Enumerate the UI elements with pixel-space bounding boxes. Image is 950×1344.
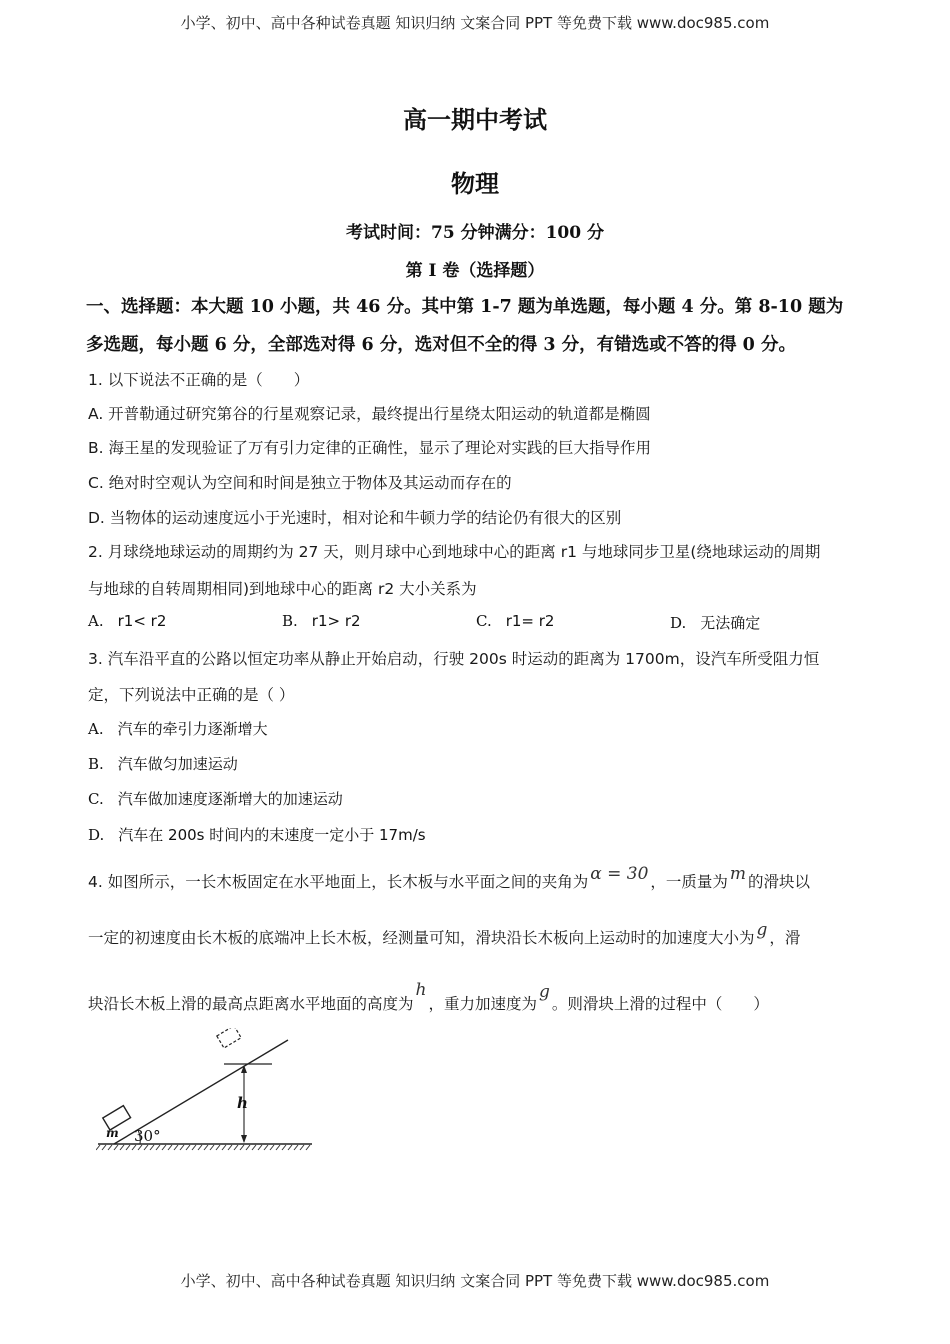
section-instructions-line1: 一、选择题：本大题 10 小题，共 46 分。其中第 1-7 题为单选题，每小题 4 分。第 8-10 题为 [86,297,844,317]
q4-stem-line2: 一定的初速度由长木板的底端冲上长木板，经测量可知，滑块沿长木板向上运动时的加速度大小为 g ，滑 [88,920,801,947]
q3-option-a: A. 汽车的牵引力逐渐增大 [88,720,268,738]
q2-option-a: A. r1< r2 [88,612,167,630]
volume-heading: 第 I 卷（选择题） [405,261,545,281]
ground-line [96,1144,312,1150]
q4-stem-line3: 块沿长木板上滑的最高点距离水平地面的高度为h，重力加速度为g。则滑块上滑的过程中（ ） [88,980,769,1013]
q1-stem: 1. 以下说法不正确的是（ ） [88,371,310,389]
gravity-symbol: g [538,982,550,1002]
q1-option-b: B. 海王星的发现验证了万有引力定律的正确性，显示了理论对实践的巨大指导作用 [88,439,651,457]
subject-title: 物理 [451,169,499,198]
height-symbol: h [415,980,427,1000]
q1-option-d: D. 当物体的运动速度远小于光速时，相对论和牛顿力学的结论仍有很大的区别 [88,509,622,527]
q3-option-c: C. 汽车做加速度逐渐增大的加速运动 [88,790,343,808]
q3-option-d: D. 汽车在 200s 时间内的末速度一定小于 17m/s [88,826,426,844]
q1-option-c: C. 绝对时空观认为空间和时间是独立于物体及其运动而存在的 [88,474,512,492]
bottom-banner: 小学、初中、高中各种试卷真题 知识归纳 文案合同 PPT 等免费下载 www.doc985.com [180,1272,770,1290]
q2-option-c: C. r1= r2 [476,612,555,630]
incline-figure [96,1028,316,1156]
q2-option-b: B. r1> r2 [282,612,361,630]
exam-info: 考试时间：75 分钟满分：100 分 [346,223,604,243]
page-title: 高一期中考试 [403,105,547,134]
height-arrow-up [241,1065,247,1073]
q4-stem-line1: 4. 如图所示，一长木板固定在水平地面上，长木板与水平面之间的夹角为 α = 30 ，一质量为 m 的滑块以 [88,864,811,891]
q3-stem-line2: 定，下列说法中正确的是（ ） [88,686,295,704]
top-banner: 小学、初中、高中各种试卷真题 知识归纳 文案合同 PPT 等免费下载 www.doc985.com [180,14,770,32]
height-label: h [237,1094,248,1112]
acceleration-symbol: g [756,920,768,940]
dashed-block-top [217,1028,241,1048]
q1-option-a: A. 开普勒通过研究第谷的行星观察记录，最终提出行星绕太阳运动的轨道都是椭圆 [88,405,651,423]
q2-option-d: D. 无法确定 [670,614,761,632]
q3-option-b: B. 汽车做匀加速运动 [88,755,238,773]
alpha-expression: α = 30 [590,864,649,884]
q3-stem-line1: 3. 汽车沿平直的公路以恒定功率从静止开始启动，行驶 200s 时运动的距离为 1700m，设汽车所受阻力恒 [88,650,820,668]
mass-symbol: m [729,864,747,884]
q2-stem-line2: 与地球的自转周期相同)到地球中心的距离 r2 大小关系为 [88,580,477,598]
height-arrow-down [241,1135,247,1143]
section-instructions-line2: 多选题，每小题 6 分，全部选对得 6 分，选对但不全的得 3 分，有错选或不答的得 0 分。 [86,335,796,355]
q2-stem-line1: 2. 月球绕地球运动的周期约为 27 天，则月球中心到地球中心的距离 r1 与地球同步卫星(绕地球运动的周期 [88,543,821,561]
angle-label: 30° [134,1127,161,1145]
mass-label: m [106,1126,119,1140]
